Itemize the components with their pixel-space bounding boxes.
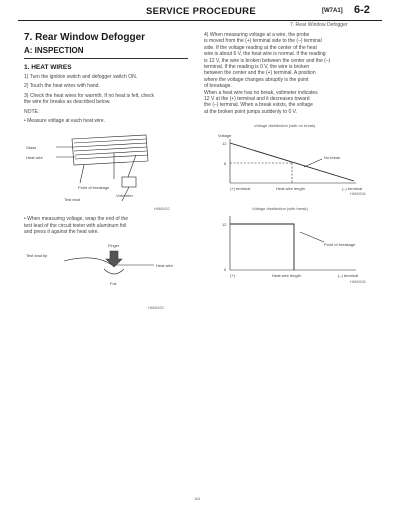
graph2-line: [230, 224, 294, 270]
right-column: [204, 32, 380, 289]
note-label: NOTE:: [24, 108, 40, 115]
graph1-x-mid: Heat wire length: [276, 186, 305, 192]
paragraph: 4) When measuring voltage at a wire, the probe: [204, 32, 310, 38]
paragraph: side. If the voltage reading at the center of the heat: [204, 44, 317, 51]
graph1-y-label: Voltage: [218, 133, 232, 139]
note-bullet: • Measure voltage at each heat wire.: [24, 118, 105, 125]
paragraph: where the voltage changes abruptly is the point: [204, 76, 309, 83]
paragraph: the wire for breaks as described below.: [24, 99, 111, 106]
graph-voltage-no-break: [204, 119, 380, 195]
graph2-y-bottom: 0: [224, 267, 227, 273]
paragraph: is 12 V, the wire is broken between the center and the (–): [204, 57, 331, 64]
pointer-arrow: [106, 251, 122, 267]
fig1-label-glass: Glass: [26, 145, 37, 151]
header-page-number: 6-2: [354, 4, 370, 16]
header-title: SERVICE PROCEDURE: [146, 6, 256, 17]
item-heading: 1. HEAT WIRES: [24, 64, 72, 71]
graph1-title: Voltage distribution (with no break): [254, 123, 316, 129]
section-title: 7. Rear Window Defogger: [24, 32, 146, 43]
paragraph: the (–) terminal. When a break exists, the voltage: [204, 102, 313, 109]
graph2-y-top: 12: [222, 222, 227, 228]
paragraph: is moved from the (+) terminal side to the (–) terminal: [204, 38, 322, 45]
subsection-rule: [24, 58, 188, 59]
fig2-label-top: Finger: [108, 242, 120, 248]
fig1-label-break: Point of breakage: [78, 185, 110, 191]
paragraph: at the broken point jumps suddenly to 0 V.: [204, 108, 297, 115]
paragraph: and press it against the heat wire.: [24, 229, 99, 236]
voltmeter-shape: [122, 177, 136, 187]
fig2-label-right: Heat wire: [156, 262, 173, 268]
paragraph: • When measuring voltage, wrap the end of the: [24, 216, 129, 223]
lead-line: [64, 257, 112, 264]
fig1-label-wire: Heat wire: [26, 155, 43, 161]
fig2-label-left: Test lead tip: [26, 252, 48, 258]
paragraph: terminal. If the reading is 0 V, the wire is broken: [204, 64, 310, 71]
graph-voltage-with-break: [204, 202, 380, 284]
header-code: [W7A1]: [322, 8, 343, 14]
fig1-label-test-lead: Test lead: [64, 197, 81, 203]
graph1-code: H6M0434: [350, 192, 366, 196]
fig1-code: H6M0432: [154, 207, 170, 212]
graph2-x-left: (+): [230, 273, 235, 279]
fig2-label-bottom: Foil: [110, 280, 117, 286]
left-column: [24, 32, 192, 316]
graph1-y-top: 12: [222, 141, 227, 147]
paragraph: between the center and the (+) terminal. A position: [204, 70, 316, 77]
fig2-code: H6M0433: [148, 305, 164, 310]
graph1-x-right: (–) terminal: [342, 186, 363, 192]
graph1-annotation: No break: [324, 155, 341, 161]
graph2-x-mid: Heat wire length: [272, 273, 301, 279]
graph2-x-right: (–) terminal: [338, 273, 359, 279]
header-subtitle: 7. Rear Window Defogger: [290, 22, 348, 28]
paragraph: 12 V at the (+) terminal and it decreases toward: [204, 96, 310, 103]
graph2-title: Voltage distribution (with break): [252, 206, 308, 212]
paragraph: When a heat wire has no break, voltmeter indicates: [204, 89, 318, 96]
footer-page-number: 181: [194, 496, 201, 501]
graph2-code: H6M0435: [350, 280, 366, 285]
figure-heat-wire-test: [24, 127, 192, 211]
graph1-x-left: (+) terminal: [230, 186, 251, 192]
paragraph: of breakage.: [204, 83, 232, 90]
page-header: [18, 4, 382, 20]
paragraph: 1) Turn the ignition switch and defogger switch ON.: [24, 74, 138, 80]
subsection-title: A: INSPECTION: [24, 46, 84, 55]
paragraph: 2) Touch the heat wires with hand.: [24, 83, 100, 90]
figure-test-lead-tip: [24, 239, 192, 311]
paragraph: wire is about 6 V, the heat wire is normal. If the reading: [204, 51, 326, 58]
header-rule: [18, 20, 382, 21]
paragraph: test lead of the circuit tester with aluminum foil: [24, 222, 127, 229]
paragraph-line: 3) Check the heat wires for warmth. If no heat is felt, check: [24, 92, 155, 99]
graph1-y-mid: 6: [224, 161, 227, 167]
fig1-label-voltmeter: Voltmeter: [116, 193, 133, 199]
graph2-annotation: Point of breakage: [324, 242, 356, 248]
